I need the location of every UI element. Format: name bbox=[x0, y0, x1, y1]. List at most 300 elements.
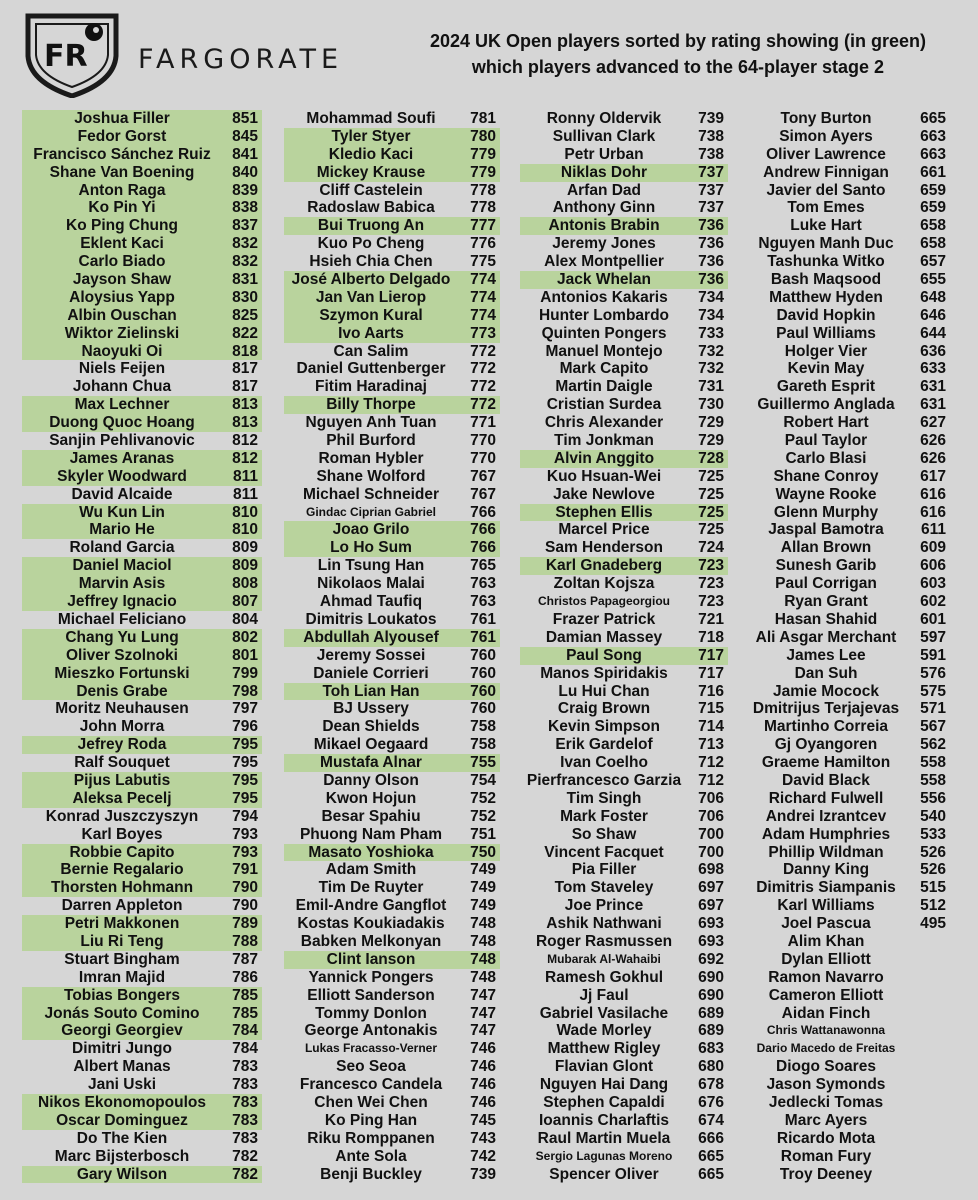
player-rating: 783 bbox=[232, 1111, 258, 1129]
player-rating: 787 bbox=[232, 950, 258, 968]
player-rating: 512 bbox=[920, 897, 946, 915]
player-name: Arfan Dad bbox=[566, 181, 642, 199]
player-name: Ricardo Mota bbox=[776, 1129, 876, 1147]
player-name: Skyler Woodward bbox=[57, 467, 187, 485]
player-name: Marcel Price bbox=[558, 521, 650, 539]
player-row bbox=[740, 1112, 950, 1130]
player-rating: 737 bbox=[698, 181, 724, 199]
player-rating: 626 bbox=[920, 432, 946, 450]
player-name: Holger Vier bbox=[784, 342, 868, 360]
player-name: Karl Gnadeberg bbox=[545, 557, 663, 575]
player-row bbox=[520, 307, 728, 325]
player-row bbox=[740, 396, 950, 414]
player-rating: 795 bbox=[232, 754, 258, 772]
player-rating: 752 bbox=[470, 789, 496, 807]
player-row bbox=[284, 307, 500, 325]
player-row bbox=[740, 253, 950, 271]
player-name: Michael Schneider bbox=[302, 485, 440, 503]
player-name: Benji Buckley bbox=[320, 1165, 422, 1183]
player-row bbox=[740, 683, 950, 701]
player-row bbox=[740, 575, 950, 593]
player-rating: 689 bbox=[698, 1004, 724, 1022]
player-rating: 788 bbox=[232, 932, 258, 950]
player-name: Roman Fury bbox=[780, 1147, 872, 1165]
player-rating: 801 bbox=[232, 646, 258, 664]
player-name: Roman Hybler bbox=[318, 449, 424, 467]
player-rating: 729 bbox=[698, 414, 724, 432]
player-row bbox=[740, 861, 950, 879]
player-row bbox=[520, 647, 728, 665]
player-rating: 746 bbox=[470, 1040, 496, 1058]
player-name: Jan Van Lierop bbox=[315, 288, 427, 306]
player-row bbox=[22, 360, 262, 378]
player-row bbox=[22, 826, 262, 844]
player-row bbox=[22, 915, 262, 933]
player-rating: 676 bbox=[698, 1093, 724, 1111]
player-row bbox=[740, 808, 950, 826]
player-row bbox=[22, 486, 262, 504]
player-row bbox=[520, 593, 728, 611]
player-row bbox=[22, 1148, 262, 1166]
player-row bbox=[22, 575, 262, 593]
player-name: Radoslaw Babica bbox=[307, 199, 435, 217]
player-row bbox=[22, 1130, 262, 1148]
player-row bbox=[740, 629, 950, 647]
player-name: Paul Corrigan bbox=[775, 575, 877, 593]
page-title bbox=[392, 28, 964, 80]
player-row bbox=[284, 1130, 500, 1148]
player-name: Robert Hart bbox=[783, 414, 869, 432]
player-row bbox=[520, 861, 728, 879]
player-name: Seo Seoa bbox=[336, 1058, 406, 1076]
player-name: Sergio Lagunas Moreno bbox=[535, 1148, 673, 1163]
player-rating: 626 bbox=[920, 449, 946, 467]
player-rating: 775 bbox=[470, 253, 496, 271]
player-rating: 700 bbox=[698, 825, 724, 843]
player-row bbox=[520, 217, 728, 235]
player-name: Ramesh Gokhul bbox=[545, 968, 663, 986]
player-name: Georgi Georgiev bbox=[61, 1022, 183, 1040]
player-row bbox=[22, 1076, 262, 1094]
player-rating: 746 bbox=[470, 1093, 496, 1111]
player-rating: 540 bbox=[920, 807, 946, 825]
player-row bbox=[22, 593, 262, 611]
player-name: Ali Asgar Merchant bbox=[755, 628, 897, 646]
player-name: Ko Ping Han bbox=[324, 1111, 418, 1129]
player-rating: 812 bbox=[232, 449, 258, 467]
player-row bbox=[22, 951, 262, 969]
player-row bbox=[520, 146, 728, 164]
player-rating: 723 bbox=[698, 575, 724, 593]
player-row bbox=[520, 611, 728, 629]
player-rating: 772 bbox=[470, 342, 496, 360]
player-name: Clint Ianson bbox=[326, 950, 416, 968]
player-rating: 760 bbox=[470, 700, 496, 718]
player-rating: 609 bbox=[920, 539, 946, 557]
player-rating: 616 bbox=[920, 485, 946, 503]
player-rating: 718 bbox=[698, 628, 724, 646]
player-rating: 795 bbox=[232, 789, 258, 807]
player-rating: 793 bbox=[232, 825, 258, 843]
player-name: Roger Rasmussen bbox=[535, 932, 673, 950]
player-row bbox=[22, 182, 262, 200]
player-row bbox=[22, 235, 262, 253]
player-name: Troy Deeney bbox=[779, 1165, 873, 1183]
player-name: Phillip Wildman bbox=[768, 843, 884, 861]
player-rating: 777 bbox=[470, 217, 496, 235]
player-row bbox=[520, 110, 728, 128]
player-name: James Aranas bbox=[69, 449, 175, 467]
player-name: Masato Yoshioka bbox=[308, 843, 434, 861]
player-name: Oliver Szolnoki bbox=[66, 646, 178, 664]
player-row bbox=[520, 969, 728, 987]
player-name: Shane Van Boening bbox=[49, 163, 195, 181]
player-row bbox=[520, 736, 728, 754]
player-name: Craig Brown bbox=[557, 700, 651, 718]
player-name: Graeme Hamilton bbox=[761, 754, 891, 772]
player-row bbox=[740, 611, 950, 629]
player-column-1 bbox=[22, 110, 262, 1183]
player-name: Alex Montpellier bbox=[544, 253, 664, 271]
player-name: Adam Smith bbox=[325, 861, 417, 879]
player-row bbox=[284, 772, 500, 790]
title-line-1: 2024 UK Open players sorted by rating showing (in green) bbox=[429, 31, 927, 51]
player-name: Wayne Rooke bbox=[775, 485, 877, 503]
player-row bbox=[284, 182, 500, 200]
player-row bbox=[284, 665, 500, 683]
player-rating: 659 bbox=[920, 199, 946, 217]
player-rating: 690 bbox=[698, 986, 724, 1004]
player-rating: 772 bbox=[470, 396, 496, 414]
player-name: John Morra bbox=[79, 718, 165, 736]
player-row bbox=[22, 164, 262, 182]
player-rating: 562 bbox=[920, 736, 946, 754]
player-rating: 495 bbox=[920, 915, 946, 933]
player-rating: 811 bbox=[232, 485, 258, 503]
player-name: Besar Spahiu bbox=[321, 807, 421, 825]
player-rating: 782 bbox=[232, 1147, 258, 1165]
player-rating: 785 bbox=[232, 986, 258, 1004]
player-name: Tony Burton bbox=[780, 110, 872, 127]
player-row bbox=[520, 1166, 728, 1184]
player-name: Mustafa Alnar bbox=[320, 754, 422, 772]
player-rating: 706 bbox=[698, 807, 724, 825]
player-rating: 663 bbox=[920, 145, 946, 163]
player-row bbox=[520, 396, 728, 414]
player-name: Johann Chua bbox=[72, 378, 172, 396]
player-name: Dimitris Loukatos bbox=[305, 610, 437, 628]
player-name: Sullivan Clark bbox=[552, 127, 656, 145]
player-rating: 748 bbox=[470, 968, 496, 986]
player-name: Konrad Juszczyszyn bbox=[45, 807, 199, 825]
player-rating: 723 bbox=[698, 593, 724, 611]
player-row bbox=[520, 468, 728, 486]
player-row bbox=[520, 164, 728, 182]
player-rating: 760 bbox=[470, 682, 496, 700]
shield-icon bbox=[22, 10, 122, 98]
player-rating: 778 bbox=[470, 199, 496, 217]
player-row bbox=[740, 1058, 950, 1076]
player-rating: 571 bbox=[920, 700, 946, 718]
player-name: Fitim Haradinaj bbox=[315, 378, 427, 396]
player-row bbox=[520, 325, 728, 343]
player-row bbox=[520, 504, 728, 522]
player-row bbox=[520, 128, 728, 146]
player-row bbox=[22, 146, 262, 164]
player-name: Matthew Hyden bbox=[769, 288, 883, 306]
player-rating: 766 bbox=[470, 503, 496, 521]
player-row bbox=[284, 1094, 500, 1112]
player-name: Tommy Donlon bbox=[315, 1004, 427, 1022]
player-rating: 784 bbox=[232, 1040, 258, 1058]
player-row bbox=[284, 253, 500, 271]
player-name: Nguyen Hai Dang bbox=[539, 1076, 669, 1094]
player-rating: 780 bbox=[470, 127, 496, 145]
player-name: Mark Capito bbox=[559, 360, 649, 378]
player-row bbox=[284, 826, 500, 844]
player-name: Karl Boyes bbox=[81, 825, 163, 843]
player-row bbox=[520, 360, 728, 378]
player-name: Dmitrijus Terjajevas bbox=[752, 700, 900, 718]
player-name: Wiktor Zielinski bbox=[64, 324, 180, 342]
player-name: Kevin Simpson bbox=[548, 718, 660, 736]
player-row bbox=[284, 360, 500, 378]
player-rating: 838 bbox=[232, 199, 258, 217]
player-rating: 810 bbox=[232, 521, 258, 539]
player-name: Kostas Koukiadakis bbox=[297, 915, 445, 933]
player-name: Simon Ayers bbox=[779, 127, 873, 145]
player-name: Martinho Correia bbox=[763, 718, 888, 736]
player-row bbox=[740, 557, 950, 575]
player-name: Dimitris Siampanis bbox=[756, 879, 896, 897]
player-name: Tyler Styer bbox=[331, 127, 411, 145]
player-rating: 716 bbox=[698, 682, 724, 700]
player-row bbox=[22, 1166, 262, 1184]
player-name: Jedlecki Tomas bbox=[768, 1093, 884, 1111]
player-rating: 692 bbox=[698, 950, 724, 968]
player-rating: 832 bbox=[232, 235, 258, 253]
player-row bbox=[520, 575, 728, 593]
player-name: Tashunka Witko bbox=[767, 253, 885, 271]
player-row bbox=[740, 271, 950, 289]
player-rating: 693 bbox=[698, 915, 724, 933]
player-row bbox=[284, 146, 500, 164]
player-rating: 658 bbox=[920, 235, 946, 253]
player-rating: 603 bbox=[920, 575, 946, 593]
player-rating: 837 bbox=[232, 217, 258, 235]
player-name: Danny Olson bbox=[323, 771, 419, 789]
player-name: Daniele Corrieri bbox=[313, 664, 429, 682]
player-name: Fedor Gorst bbox=[77, 127, 167, 145]
player-row bbox=[284, 539, 500, 557]
player-row bbox=[284, 897, 500, 915]
player-name: Duong Quoc Hoang bbox=[49, 414, 195, 432]
player-rating: 715 bbox=[698, 700, 724, 718]
player-rating: 733 bbox=[698, 324, 724, 342]
player-name: Pia Filler bbox=[571, 861, 637, 879]
player-row bbox=[284, 575, 500, 593]
player-row bbox=[740, 1022, 950, 1040]
player-rating: 658 bbox=[920, 217, 946, 235]
player-row bbox=[740, 307, 950, 325]
player-rating: 808 bbox=[232, 575, 258, 593]
player-name: Zoltan Kojsza bbox=[553, 575, 655, 593]
player-row bbox=[22, 504, 262, 522]
player-rating: 783 bbox=[232, 1129, 258, 1147]
player-name: José Alberto Delgado bbox=[291, 271, 451, 289]
player-rating: 742 bbox=[470, 1147, 496, 1165]
player-name: Thorsten Hohmann bbox=[50, 879, 194, 897]
player-name: Dan Suh bbox=[794, 664, 858, 682]
player-row bbox=[284, 486, 500, 504]
player-rating: 770 bbox=[470, 432, 496, 450]
player-name: Moritz Neuhausen bbox=[55, 700, 189, 718]
player-rating: 804 bbox=[232, 610, 258, 628]
player-row bbox=[520, 826, 728, 844]
player-row bbox=[740, 790, 950, 808]
player-rating: 825 bbox=[232, 306, 258, 324]
player-row bbox=[740, 593, 950, 611]
player-name: Mario He bbox=[89, 521, 155, 539]
player-row bbox=[22, 718, 262, 736]
player-row bbox=[284, 289, 500, 307]
player-name: Spencer Oliver bbox=[549, 1165, 659, 1183]
player-name: Darren Appleton bbox=[61, 897, 183, 915]
player-row bbox=[284, 987, 500, 1005]
player-rating: 717 bbox=[698, 664, 724, 682]
player-name: Do The Kien bbox=[76, 1129, 168, 1147]
player-row bbox=[284, 128, 500, 146]
player-name: Jamie Mocock bbox=[773, 682, 879, 700]
player-row bbox=[284, 325, 500, 343]
player-name: Nguyen Manh Duc bbox=[758, 235, 894, 253]
fargorate-logo bbox=[22, 10, 367, 98]
player-name: Wade Morley bbox=[556, 1022, 652, 1040]
title-line-2: which players advanced to the 64-player stage 2 bbox=[471, 57, 885, 77]
player-row bbox=[284, 861, 500, 879]
player-row bbox=[520, 1005, 728, 1023]
player-rating: 558 bbox=[920, 771, 946, 789]
player-rating: 751 bbox=[470, 825, 496, 843]
player-rating: 723 bbox=[698, 557, 724, 575]
player-name: Dario Macedo de Freitas bbox=[756, 1041, 896, 1056]
player-rating: 766 bbox=[470, 539, 496, 557]
player-row bbox=[740, 754, 950, 772]
player-row bbox=[22, 1112, 262, 1130]
logo-mark: FR bbox=[44, 39, 88, 74]
player-name: Michael Feliciano bbox=[57, 610, 187, 628]
player-name: Jj Faul bbox=[579, 986, 629, 1004]
player-row bbox=[740, 128, 950, 146]
player-rating: 767 bbox=[470, 467, 496, 485]
player-name: Naoyuki Oi bbox=[81, 342, 163, 360]
player-row bbox=[520, 486, 728, 504]
player-row bbox=[22, 378, 262, 396]
player-row bbox=[284, 790, 500, 808]
player-rating: 717 bbox=[698, 646, 724, 664]
player-row bbox=[22, 414, 262, 432]
player-name: Cliff Castelein bbox=[319, 181, 423, 199]
player-rating: 812 bbox=[232, 432, 258, 450]
player-name: Tom Staveley bbox=[554, 879, 654, 897]
player-rating: 567 bbox=[920, 718, 946, 736]
player-row bbox=[22, 629, 262, 647]
player-rating: 706 bbox=[698, 789, 724, 807]
player-rating: 739 bbox=[470, 1165, 496, 1183]
player-name: George Antonakis bbox=[304, 1022, 438, 1040]
player-name: Chris Alexander bbox=[544, 414, 664, 432]
player-name: Ioannis Charlaftis bbox=[538, 1111, 670, 1129]
player-row bbox=[22, 396, 262, 414]
player-row bbox=[22, 1040, 262, 1058]
player-row bbox=[22, 844, 262, 862]
player-row bbox=[520, 700, 728, 718]
player-row bbox=[284, 217, 500, 235]
player-row bbox=[22, 199, 262, 217]
player-name: Hunter Lombardo bbox=[538, 306, 670, 324]
player-name: Andrei Izrantcev bbox=[765, 807, 887, 825]
player-name: Abdullah Alyousef bbox=[303, 628, 439, 646]
player-row bbox=[520, 432, 728, 450]
player-row bbox=[284, 683, 500, 701]
player-rating: 666 bbox=[698, 1129, 724, 1147]
player-name: Niels Feijen bbox=[78, 360, 166, 378]
player-row bbox=[740, 504, 950, 522]
player-row bbox=[520, 557, 728, 575]
player-name: Albin Ouschan bbox=[67, 306, 177, 324]
player-row bbox=[740, 700, 950, 718]
player-rating: 783 bbox=[232, 1076, 258, 1094]
player-name: Marvin Asis bbox=[78, 575, 166, 593]
player-name: Diogo Soares bbox=[776, 1058, 876, 1076]
player-rating: 728 bbox=[698, 449, 724, 467]
player-rating: 817 bbox=[232, 378, 258, 396]
player-name: Tobias Bongers bbox=[64, 986, 180, 1004]
player-rating: 761 bbox=[470, 628, 496, 646]
player-rating: 712 bbox=[698, 771, 724, 789]
player-row bbox=[284, 414, 500, 432]
player-name: Emil-Andre Gangflot bbox=[295, 897, 447, 915]
player-rating: 772 bbox=[470, 378, 496, 396]
player-rating: 526 bbox=[920, 861, 946, 879]
player-row bbox=[284, 844, 500, 862]
player-rating: 601 bbox=[920, 610, 946, 628]
player-rating: 747 bbox=[470, 986, 496, 1004]
player-row bbox=[22, 557, 262, 575]
player-rating: 817 bbox=[232, 360, 258, 378]
player-rating: 813 bbox=[232, 414, 258, 432]
player-name: Joe Prince bbox=[564, 897, 644, 915]
player-rating: 749 bbox=[470, 897, 496, 915]
player-row bbox=[740, 521, 950, 539]
player-row bbox=[22, 700, 262, 718]
player-rating: 734 bbox=[698, 306, 724, 324]
player-row bbox=[22, 128, 262, 146]
player-name: Lin Tsung Han bbox=[317, 557, 425, 575]
player-row bbox=[520, 915, 728, 933]
player-row bbox=[740, 1040, 950, 1058]
player-name: Adam Humphries bbox=[761, 825, 891, 843]
player-row bbox=[284, 164, 500, 182]
player-name: Eklent Kaci bbox=[80, 235, 164, 253]
player-row bbox=[740, 450, 950, 468]
player-rating: 661 bbox=[920, 163, 946, 181]
player-name: Ahmad Taufiq bbox=[319, 593, 423, 611]
player-rating: 839 bbox=[232, 181, 258, 199]
player-rating: 526 bbox=[920, 843, 946, 861]
player-row bbox=[520, 933, 728, 951]
player-rating: 737 bbox=[698, 163, 724, 181]
